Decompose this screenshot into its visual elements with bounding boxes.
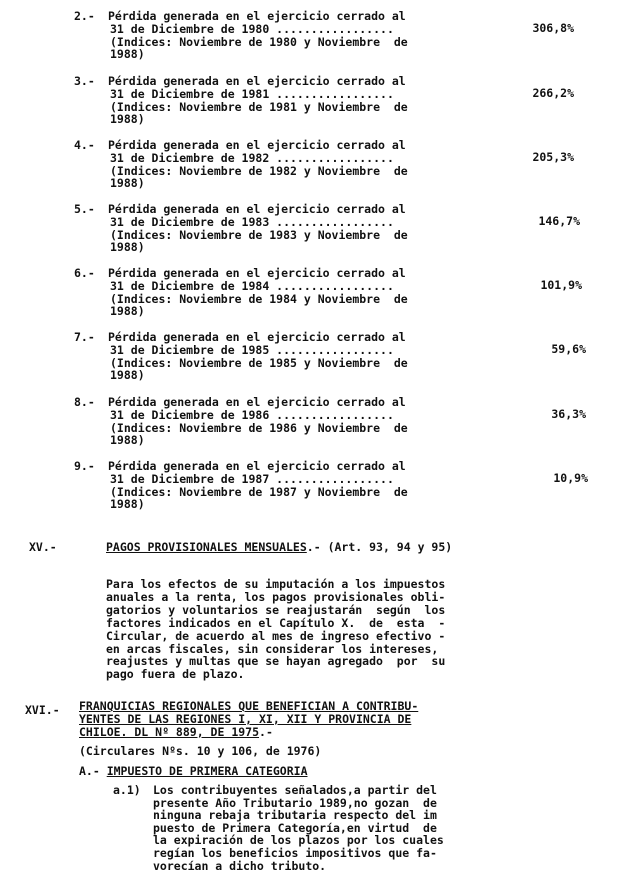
section-xvi-number: XVI.- [25, 703, 60, 717]
loss-item-number: 2.- [74, 9, 95, 23]
loss-item-text [108, 10, 488, 61]
loss-item-line: Pérdida generada en el ejercicio cerrado al [108, 9, 406, 23]
section-xvi-title-line-2: YENTES DE LAS REGIONES I, XI, XII Y PROVINCIA DE [79, 711, 412, 726]
loss-item-line: 1988) [110, 433, 145, 448]
loss-item-line: Pérdida generada en el ejercicio cerrado al [108, 266, 406, 280]
item-a1-number: a.1) [113, 783, 141, 797]
loss-item-percentage: 36,3% [551, 407, 586, 421]
loss-item-percentage: 306,8% [532, 21, 574, 35]
loss-item-line: 1988) [110, 240, 145, 255]
loss-item-text [108, 396, 488, 447]
loss-item-line: 31 de Diciembre de 1981 ................. [110, 86, 394, 101]
loss-item-line: (Indices: Noviembre de 1983 y Noviembre de [110, 227, 408, 242]
loss-item-line: 31 de Diciembre de 1980 ................. [110, 21, 394, 36]
loss-item-line: 31 de Diciembre de 1987 ................. [110, 471, 394, 486]
loss-item-line: 1988) [110, 304, 145, 319]
loss-item-text [108, 75, 488, 126]
loss-item-percentage: 10,9% [553, 471, 588, 485]
item-a1-text: Los contribuyentes señalados,a partir del presente Año Tributario 1989,no gozan de ninguna rebaja tributaria respecto del im puesto de Primera Categoría,en virtud de la expiración de los plazos por los cuales regían los beneficios impositivos que fa- vorecían a dicho tributo. [153, 783, 444, 873]
subsection-a-heading [79, 765, 308, 778]
section-xv-paragraph: Para los efectos de su imputación a los impuestos anuales a la renta, los pagos provisionales obli- gatorios y voluntarios se reajustarán según los factores indicados en el Capítulo X. de esta - Circular, de acuerdo al mes de ingreso efectivo - en arcas fiscales, sin considerar los intereses, reajustes y multas que se hayan agregado por su pago fuera de plazo. [106, 577, 446, 682]
loss-item-percentage: 205,3% [532, 150, 574, 164]
loss-item-text [108, 139, 488, 190]
section-xv-title: PAGOS PROVISIONALES MENSUALES [106, 540, 307, 554]
section-xvi-title-end: .- [259, 724, 273, 739]
loss-item-line: Pérdida generada en el ejercicio cerrado al [108, 395, 406, 409]
loss-item-line: 31 de Diciembre de 1984 ................. [110, 278, 394, 293]
loss-item-line: 31 de Diciembre de 1985 ................. [110, 342, 394, 357]
subsection-a-title: IMPUESTO DE PRIMERA CATEGORIA [106, 764, 308, 778]
loss-item-percentage: 59,6% [551, 342, 586, 356]
loss-item-line: Pérdida generada en el ejercicio cerrado al [108, 138, 406, 152]
loss-item-number: 5.- [74, 202, 95, 216]
loss-item-line: (Indices: Noviembre de 1982 y Noviembre de [110, 163, 408, 178]
loss-item-line: 31 de Diciembre de 1982 ................. [110, 150, 394, 165]
section-xvi-title-line-1: FRANQUICIAS REGIONALES QUE BENEFICIAN A CONTRIBU- [79, 699, 419, 713]
loss-item-line: (Indices: Noviembre de 1985 y Noviembre de [110, 355, 408, 370]
loss-item-percentage: 146,7% [538, 214, 580, 228]
loss-item-percentage: 101,9% [540, 278, 582, 292]
loss-item-line: Pérdida generada en el ejercicio cerrado al [108, 459, 406, 473]
loss-item-text [108, 460, 488, 511]
loss-item-text [108, 331, 488, 382]
loss-item-text [108, 203, 488, 254]
loss-item-line: (Indices: Noviembre de 1981 y Noviembre de [110, 99, 408, 114]
loss-item-line: 31 de Diciembre de 1983 ................. [110, 214, 394, 229]
loss-item-line: 1988) [110, 112, 145, 127]
section-xvi-circulares: (Circulares Nºs. 10 y 106, de 1976) [79, 744, 322, 758]
loss-item-number: 8.- [74, 395, 95, 409]
loss-item-line: 1988) [110, 47, 145, 62]
loss-item-number: 6.- [74, 266, 95, 280]
loss-item-line: 1988) [110, 497, 145, 512]
loss-item-line: Pérdida generada en el ejercicio cerrado al [108, 74, 406, 88]
loss-item-line: 1988) [110, 368, 145, 383]
loss-item-line: Pérdida generada en el ejercicio cerrado al [108, 330, 406, 344]
section-xv-reference: .- (Art. 93, 94 y 95) [306, 540, 453, 554]
section-xv-heading [106, 541, 452, 554]
loss-item-line: (Indices: Noviembre de 1980 y Noviembre de [110, 34, 408, 49]
loss-item-line: (Indices: Noviembre de 1987 y Noviembre de [110, 484, 408, 499]
loss-item-number: 4.- [74, 138, 95, 152]
loss-item-line: 31 de Diciembre de 1986 ................. [110, 407, 394, 422]
loss-item-line: 1988) [110, 176, 145, 191]
subsection-a-prefix: A.- [79, 764, 107, 778]
loss-item-number: 7.- [74, 330, 95, 344]
loss-item-percentage: 266,2% [532, 86, 574, 100]
loss-item-number: 3.- [74, 74, 95, 88]
loss-item-number: 9.- [74, 459, 95, 473]
loss-item-line: (Indices: Noviembre de 1986 y Noviembre de [110, 420, 408, 435]
section-xv-number: XV.- [29, 540, 57, 554]
loss-item-line: Pérdida generada en el ejercicio cerrado al [108, 202, 406, 216]
loss-item-line: (Indices: Noviembre de 1984 y Noviembre de [110, 291, 408, 306]
section-xvi-title-line-3: CHILOE. DL Nº 889, DE 1975 [79, 724, 260, 739]
section-xvi-heading [79, 700, 418, 738]
loss-item-text [108, 267, 488, 318]
